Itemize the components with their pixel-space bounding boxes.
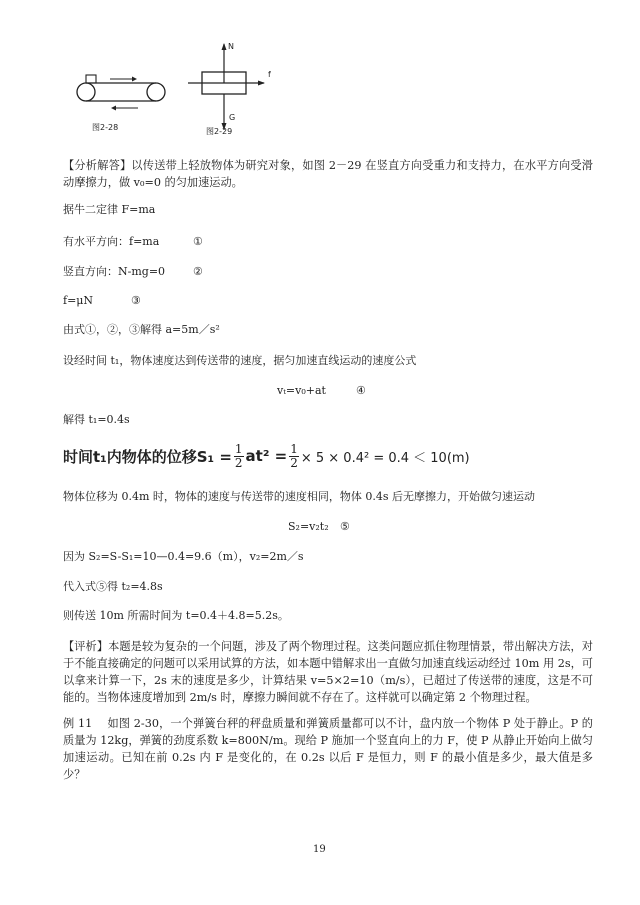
- eq-vertical-num: ②: [193, 265, 203, 278]
- eq-t1: 解得 t₁=0.4s: [63, 413, 130, 426]
- eq-velocity-num: ④: [356, 384, 366, 397]
- belt-top-arrowhead: [132, 77, 137, 82]
- page-number: 19: [313, 844, 326, 855]
- disp-mid-1: at² =: [245, 447, 288, 465]
- disp-mid-2: × 5 × 0.4² = 0.4 ＜ 10(m): [300, 450, 470, 466]
- figure-free-body: [188, 42, 278, 137]
- eq-velocity: vₜ=v₀+at: [277, 384, 326, 397]
- comment-paragraph: 【评析】本题是较为复杂的一个问题，涉及了两个物理过程。这类问题应抓住物理情景，带出解决方法，对于不能直接确定的问题可以采用试算的方法，如本题中错解求出一直做匀加速直线运动经过 10m 用 2s，可以拿来计算一下，2s 末的速度是多少，计算结果 v=5×2=10（m/s），已超过了传送带的速度，这是不可能的。当物体速度增加到 2m/s 时，摩擦力瞬间就不存在了。这样就可以确定第 2 个物理过程。: [63, 640, 593, 704]
- label-n: N: [228, 42, 234, 51]
- figure-228-caption: 图2-28: [92, 123, 119, 132]
- eq-solve: 由式①，②，③解得 a=5m／s²: [63, 323, 220, 336]
- disp-fraction-2: $\frac{1}{2}$: [290, 441, 298, 470]
- eq-friction: f=μN: [63, 294, 94, 307]
- uniform-sentence: 物体位移为 0.4m 时，物体的速度与传送带的速度相同，物体 0.4s 后无摩擦力，开始做匀速运动: [63, 490, 536, 503]
- disp-fraction-1: $\frac{1}{2}$: [234, 441, 243, 470]
- eq-total: 则传送 10m 所需时间为 t=0.4＋4.8=5.2s。: [63, 609, 289, 622]
- belt-left-wheel: [77, 83, 95, 101]
- eq-s2-value: 因为 S₂=S-S₁=10—0.4=9.6（m），v₂=2m／s: [63, 550, 304, 563]
- label-f: f: [268, 70, 271, 79]
- figure-229-caption: 图2-29: [206, 127, 233, 136]
- label-g: G: [229, 113, 236, 122]
- belt-right-wheel: [147, 83, 165, 101]
- figure-conveyor-belt: [70, 70, 180, 135]
- belt-object-block: [86, 75, 96, 83]
- fbd-f-arrowhead: [258, 81, 265, 86]
- fbd-n-arrowhead: [222, 43, 227, 50]
- eq-s2-num: ⑤: [340, 520, 350, 533]
- eq-horizontal: 有水平方向：f=ma: [63, 235, 160, 248]
- eq-vertical: 竖直方向：N-mg=0: [63, 265, 166, 278]
- eq-horizontal-num: ①: [193, 235, 203, 248]
- disp-prefix: 时间t₁内物体的位移S₁ =: [63, 447, 232, 466]
- displacement-formula: [63, 441, 470, 471]
- eq-t2: 代入式⑤得 t₂=4.8s: [63, 580, 163, 593]
- time-sentence: 设经时间 t₁，物体速度达到传送带的速度，据匀加速直线运动的速度公式: [63, 354, 417, 367]
- eq-newton: 据牛二定律 F=ma: [63, 203, 156, 216]
- eq-s2: S₂=v₂t₂: [288, 520, 329, 533]
- analysis-intro: 【分析解答】以传送带上轻放物体为研究对象，如图 2－29 在竖直方向受重力和支持力，在水平方向受滑动摩擦力，做 v₀=0 的匀加速运动。: [63, 159, 593, 189]
- example-11: 例 11 如图 2-30，一个弹簧台秤的秤盘质量和弹簧质量都可以不计，盘内放一个物体 P 处于静止。P 的质量为 12kg，弹簧的劲度系数 k=800N/m。现给 P 施加一个竖直向上的力 F，使 P 从静止开始向上做匀加速运动。已知在前 0.2s 内 F 是变化的，在 0.2s 以后 F 是恒力，则 F 的最小值是多少，最大值是多少？: [63, 717, 593, 781]
- belt-bottom-arrowhead: [111, 106, 116, 111]
- eq-friction-num: ③: [131, 294, 141, 307]
